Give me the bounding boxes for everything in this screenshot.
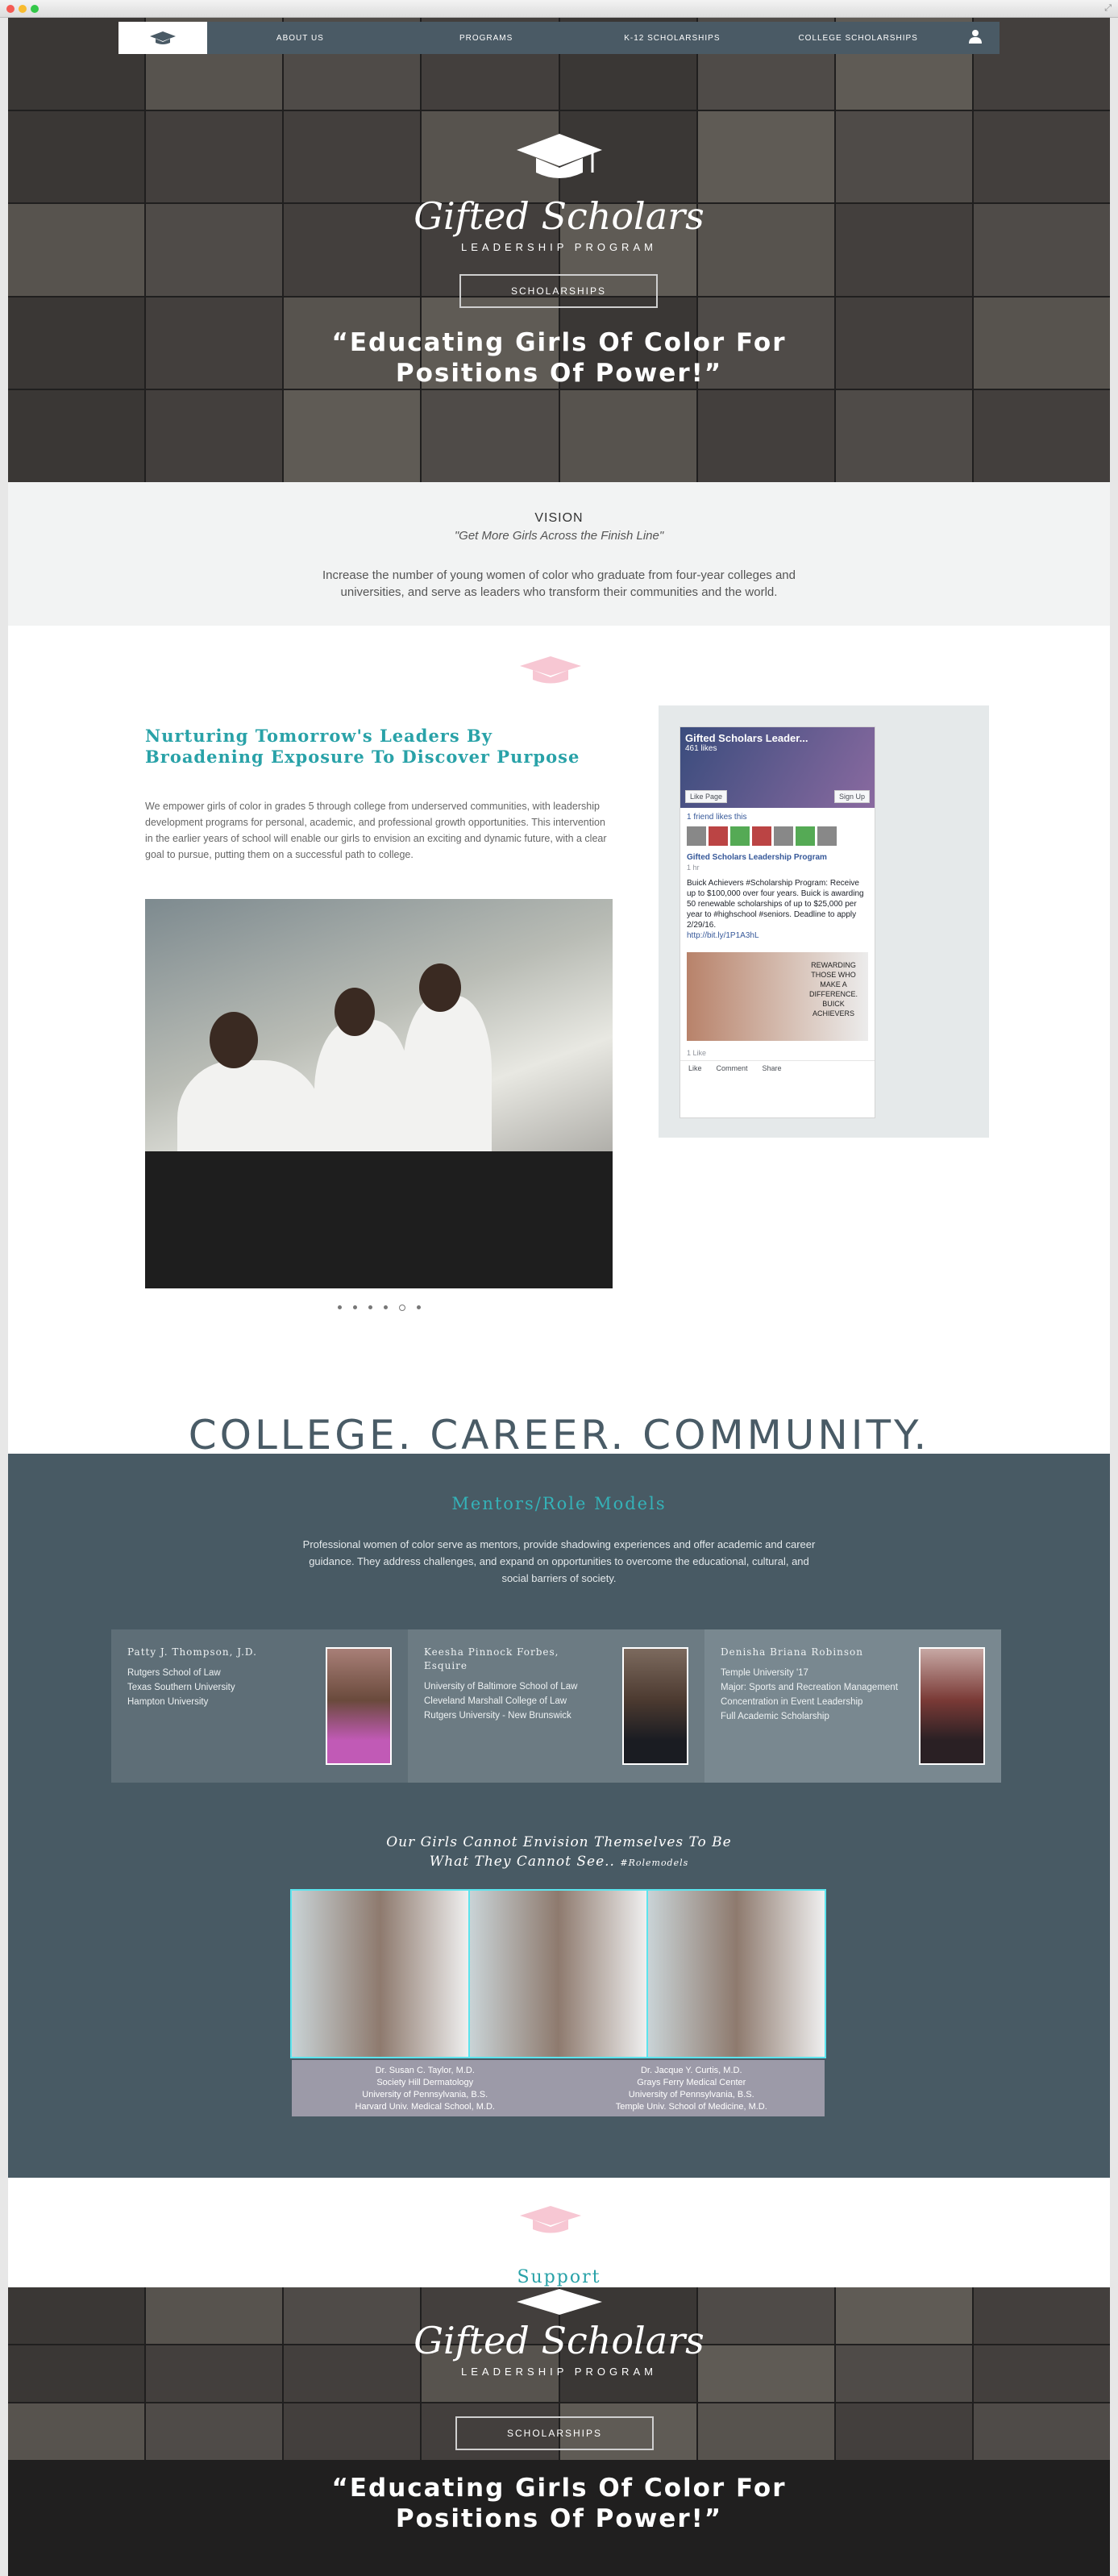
logo-script-text: Gifted Scholars [414,2319,704,2362]
mentor-photo [919,1647,985,1765]
nurture-title-line2: Broadening Exposure To Discover Purpose [145,747,580,767]
fb-like-count: 1 Like [687,1049,707,1057]
main-nav [118,22,1000,54]
fb-comment-action[interactable]: Comment [716,1064,748,1072]
hero-banner [8,18,1110,482]
mentor-name: Patty J. Thompson, J.D. [127,1646,257,1658]
graduation-cap-icon [515,131,604,187]
nurture-title-line1: Nurturing Tomorrow's Leaders By [145,726,493,746]
logo-subtitle: LEADERSHIP PROGRAM [461,2366,657,2378]
carousel-dot-1[interactable] [338,1305,342,1309]
support-hero-banner [8,2287,1110,2576]
fb-post-link[interactable]: http://bit.ly/1P1A3hL [687,931,759,940]
nav-programs[interactable]: PROGRAMS [459,33,513,43]
mentor-card [111,1629,408,1783]
mentor-credential: Temple University '17 [721,1668,808,1678]
carousel-dot-5-active[interactable] [399,1305,405,1311]
pink-cap-divider-icon [518,655,583,687]
nav-about-us[interactable]: ABOUT US [276,33,324,43]
hero-quote-line1: “Educating Girls Of Color For [331,328,787,357]
rolemodels-hashtag: #Rolemodels [620,1858,689,1868]
mentor-photo [326,1647,392,1765]
motto-line1: Our Girls Cannot Envision Themselves To Be [386,1834,732,1850]
vision-body: Increase the number of young women of color who graduate from four-year colleges and universities, and serve as leaders who transform their communities and the world. [322,568,796,599]
fb-sign-up-button[interactable]: Sign Up [834,790,870,803]
fullscreen-icon[interactable]: ⤢ [1104,3,1112,13]
nav-college-scholarships[interactable]: COLLEGE SCHOLARSHIPS [798,33,918,43]
home-logo-link[interactable] [118,22,207,54]
carousel-dot-4[interactable] [384,1305,388,1309]
carousel-dot-3[interactable] [368,1305,372,1309]
rolemodel-captions [292,2060,825,2116]
fb-post [680,846,875,947]
site-logo [8,131,1110,253]
rolemodel-photo [648,1891,825,2057]
fb-post-time: 1 hr [687,864,700,872]
user-account-icon[interactable] [951,29,1000,48]
support-title: Support [517,2267,601,2287]
mentor-credential: Cleveland Marshall College of Law [424,1696,567,1706]
pink-cap-divider-icon [518,2204,583,2237]
graduation-cap-icon [515,2287,604,2320]
hero-quote-line2: Positions Of Power!” [395,2504,723,2533]
mentors-intro: Professional women of color serve as mentors, provide shadowing experiences and offer academic and career guidance. They address challenges, and expand on opportunities to overcome the educational, cultural, and social barriers of society. [302,1538,816,1584]
caption-line: University of Pennsylvania, B.S. [628,2090,754,2100]
page [8,18,1110,2576]
facebook-widget-panel [659,705,989,1138]
mentor-name: Keesha Pinnock Forbes, Esquire [424,1646,559,1671]
caption-line: Dr. Susan C. Taylor, M.D. [375,2066,475,2075]
logo-subtitle: LEADERSHIP PROGRAM [461,241,657,253]
nurture-title [145,726,596,768]
fb-like-page-button[interactable]: Like Page [685,790,727,803]
facebook-page-plugin[interactable] [680,726,875,1118]
carousel-dot-2[interactable] [353,1305,357,1309]
mentor-card [408,1629,704,1783]
caption-line: Society Hill Dermatology [376,2078,474,2087]
vision-title: VISION [534,511,584,525]
scholarships-button[interactable]: SCHOLARSHIPS [459,274,658,308]
mentors-section [8,1454,1110,2178]
logo-script-text: Gifted Scholars [414,194,704,238]
hero-quote-line2: Positions Of Power!” [395,359,723,388]
mentor-credential: Concentration in Event Leadership [721,1697,863,1707]
mentor-credential: Full Academic Scholarship [721,1712,829,1721]
hero-quote [8,327,1110,389]
motto-line2: What They Cannot See.. [429,1854,615,1870]
mentor-credential: Rutgers University - New Brunswick [424,1711,571,1721]
hero-quote-line1: “Educating Girls Of Color For [331,2474,787,2503]
minimize-window-icon[interactable] [19,5,27,13]
vision-section [8,482,1110,626]
college-career-community-heading: COLLEGE. CAREER. COMMUNITY. [188,1412,930,1454]
mentor-photo [622,1647,688,1765]
rolemodels-motto [8,1833,1110,1873]
close-window-icon[interactable] [6,5,15,13]
rolemodel-photo [292,1891,470,2057]
nav-k12-scholarships[interactable]: K-12 SCHOLARSHIPS [624,33,721,43]
graduation-cap-icon [149,30,177,46]
caption-curtis [559,2065,825,2116]
mentor-credential: Texas Southern University [127,1683,235,1692]
mentor-cards [111,1629,1001,1783]
browser-titlebar [0,0,1118,18]
fb-friends-like[interactable]: 1 friend likes this [687,813,747,822]
fb-post-text: Buick Achievers #Scholarship Program: Receive up to $100,000 over four years. Buick is awarding 50 renewable scholarships of up to $25,000 per year to #highschool #seniors. Deadline to apply 2/29/16. [687,879,864,930]
mentor-credential: University of Baltimore School of Law [424,1682,578,1692]
lab-students-photo [145,899,613,1288]
scholarships-button[interactable]: SCHOLARSHIPS [455,2416,654,2450]
fb-cover [680,727,875,808]
fb-post-actions [680,1060,875,1076]
carousel-dot-6[interactable] [417,1305,421,1309]
fb-like-action[interactable]: Like [688,1064,702,1072]
nurture-body: We empower girls of color in grades 5 through college from underserved communities, with leadership development programs for personal, academic, and professional growth opportunities. This intervention in the earlier years of school will enable our girls to envision an exciting and dynamic future, with a clear goal to pursue, putting them on a successful path to college. [145,801,607,860]
caption-line: Temple Univ. School of Medicine, M.D. [615,2102,767,2112]
photo-carousel-dots [145,1305,613,1311]
rolemodel-photo-collage [290,1889,826,2058]
fb-likes-count: 461 likes [685,744,717,753]
maximize-window-icon[interactable] [31,5,39,13]
mentor-name: Denisha Briana Robinson [721,1646,864,1658]
mentor-credential: Major: Sports and Recreation Management [721,1683,898,1692]
mentor-card [704,1629,1001,1783]
site-logo [8,2287,1110,2378]
hero-quote [8,2473,1110,2534]
caption-line: Grays Ferry Medical Center [637,2078,746,2087]
mentor-credential: Rutgers School of Law [127,1668,221,1678]
caption-line: Harvard Univ. Medical School, M.D. [355,2102,495,2112]
vision-subtitle: "Get More Girls Across the Finish Line" [454,529,664,543]
caption-line: Dr. Jacque Y. Curtis, M.D. [640,2066,742,2075]
fb-post-author[interactable]: Gifted Scholars Leadership Program [687,853,827,862]
fb-friend-avatars [680,826,875,846]
fb-page-name[interactable]: Gifted Scholars Leader... [685,732,808,744]
mentor-credential: Hampton University [127,1697,209,1707]
fb-post-image[interactable] [687,952,868,1041]
fb-share-action[interactable]: Share [762,1064,782,1072]
mentors-title: Mentors/Role Models [451,1494,667,1513]
caption-line: University of Pennsylvania, B.S. [362,2090,488,2100]
caption-taylor [292,2065,559,2116]
fb-post-image-text: REWARDING THOSE WHO MAKE A DIFFERENCE. BUICK ACHIEVERS [808,961,858,1017]
rolemodel-photo [470,1891,648,2057]
